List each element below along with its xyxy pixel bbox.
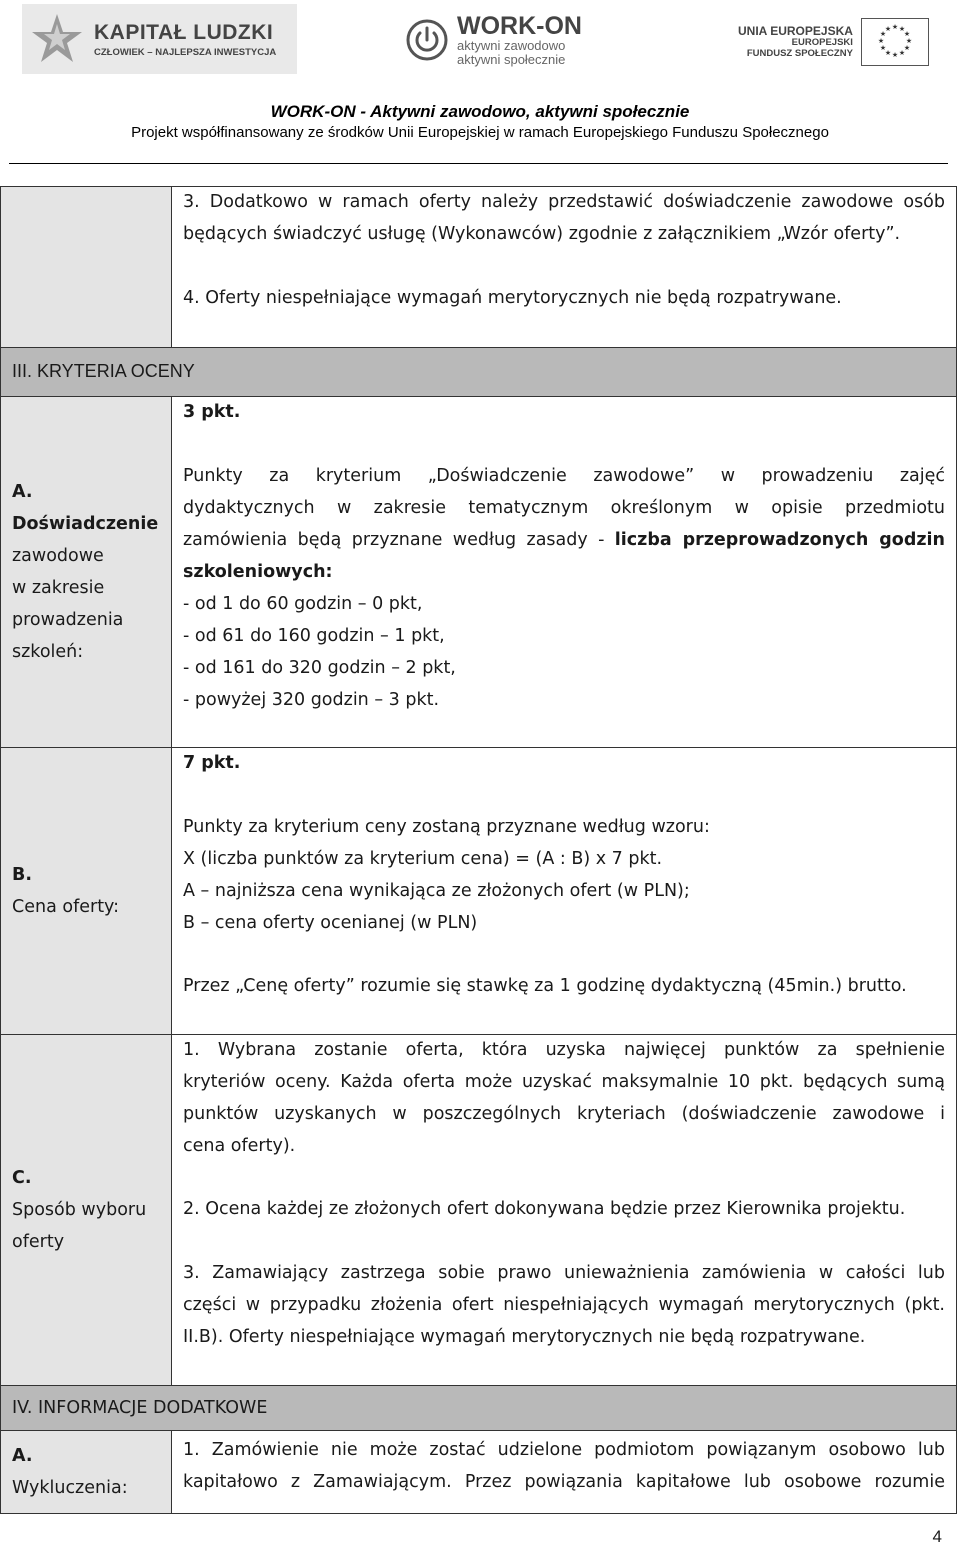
svg-text:★: ★ bbox=[884, 25, 892, 33]
header-logos bbox=[0, 0, 960, 90]
criterion-c-item3-line: II.B). Oferty niespełniające wymagań merytorycznych nie będą rozpatrywane. bbox=[183, 1327, 866, 1347]
svg-text:★: ★ bbox=[903, 44, 911, 52]
criterion-b-letter: B. bbox=[12, 865, 32, 885]
page-number: 4 bbox=[932, 1527, 942, 1546]
work-on-logo bbox=[405, 10, 582, 70]
exclusions-line: kapitałowo z Zamawiającym. Przez powiązania kapitałowe lub osobowe rozumie bbox=[183, 1472, 945, 1492]
power-icon bbox=[405, 18, 449, 62]
criterion-a-para-line-3 bbox=[183, 524, 945, 556]
criterion-c-label bbox=[12, 1162, 172, 1258]
eu-logo bbox=[738, 18, 929, 66]
criterion-a-label bbox=[12, 476, 172, 668]
svg-text:★: ★ bbox=[898, 25, 906, 33]
criterion-a-range: - od 1 do 60 godzin – 0 pkt, bbox=[183, 594, 423, 614]
criterion-b-label bbox=[12, 859, 172, 923]
criterion-a-points: 3 pkt. bbox=[183, 402, 241, 422]
criterion-a-label-line: prowadzenia bbox=[12, 610, 124, 630]
criterion-b-line: A – najniższa cena wynikająca ze złożonych ofert (w PLN); bbox=[183, 881, 690, 901]
criterion-a-rule-bold-cont: szkoleniowych: bbox=[183, 562, 333, 582]
criterion-c-item2: 2. Ocena każdej ze złożonych ofert dokonywana będzie przez Kierownika projektu. bbox=[183, 1199, 906, 1219]
svg-text:★: ★ bbox=[884, 49, 892, 57]
exclusions-line: 1. Zamówienie nie może zostać udzielone podmiotom powiązanym osobowo lub bbox=[183, 1440, 945, 1460]
criterion-b-line: B – cena oferty ocenianej (w PLN) bbox=[183, 913, 478, 933]
work-on-line2: aktywni społecznie bbox=[457, 52, 566, 68]
criterion-c-item3-line: 3. Zamawiający zastrzega sobie prawo unieważnienia zamówienia w całości lub bbox=[183, 1263, 945, 1283]
exclusions-label-text: Wykluczenia: bbox=[12, 1478, 128, 1498]
project-title: WORK-ON - Aktywni zawodowo, aktywni społecznie bbox=[270, 102, 690, 121]
exclusions-letter: A. bbox=[12, 1446, 33, 1466]
criterion-b-points: 7 pkt. bbox=[183, 753, 241, 773]
svg-text:★: ★ bbox=[877, 37, 885, 45]
svg-text:★: ★ bbox=[891, 51, 899, 59]
criterion-a-rule-text: zamówienia będą przyznane według zasady - bbox=[183, 530, 615, 550]
top-left-cell bbox=[0, 186, 172, 348]
svg-text:★: ★ bbox=[905, 37, 913, 45]
criterion-c-item1-line: cena oferty). bbox=[183, 1136, 296, 1156]
section-3-heading: III. KRYTERIA OCENY bbox=[12, 361, 195, 381]
kapital-ludzki-logo bbox=[22, 4, 297, 74]
criterion-a-label-line: w zakresie bbox=[12, 578, 105, 598]
eu-line2: FUNDUSZ SPOŁECZNY bbox=[746, 48, 853, 59]
kapital-ludzki-mark-icon bbox=[28, 10, 86, 68]
criterion-a-range: - od 161 do 320 godzin – 2 pkt, bbox=[183, 658, 456, 678]
criterion-a-rule-bold: liczba przeprowadzonych godzin bbox=[614, 530, 945, 550]
criterion-a-label-line: Doświadczenie bbox=[12, 514, 159, 534]
criterion-c-label-line: oferty bbox=[12, 1232, 65, 1252]
criterion-c-item1-line: kryteriów oceny. Każda oferta może uzyskać maksymalnie 10 pkt. będących sumą bbox=[183, 1072, 945, 1092]
criterion-a-para-line: dydaktycznych w zakresie tematycznym określonym w opisie przedmiotu bbox=[183, 498, 945, 518]
criterion-c-item1-line: 1. Wybrana zostanie oferta, która uzyska najwięcej punktów za spełnienie bbox=[183, 1040, 945, 1060]
criterion-c-letter: C. bbox=[12, 1168, 32, 1188]
criterion-b-note: Przez „Cenę oferty” rozumie się stawkę za 1 godzinę dydaktyczną (45min.) brutto. bbox=[183, 976, 907, 996]
work-on-title: WORK-ON bbox=[457, 12, 582, 41]
criterion-c-item1-line: punktów uzyskanych w poszczególnych kryteriach (doświadczenie zawodowe i bbox=[183, 1104, 945, 1124]
criterion-a-label-line: szkoleń: bbox=[12, 642, 84, 662]
svg-text:★: ★ bbox=[891, 23, 899, 31]
offer-item-4: 4. Oferty niespełniające wymagań merytorycznych nie będą rozpatrywane. bbox=[183, 288, 842, 308]
exclusions-label bbox=[12, 1440, 172, 1504]
criterion-b-label-text: Cena oferty: bbox=[12, 897, 120, 917]
kapital-ludzki-subtitle: CZŁOWIEK – NAJLEPSZA INWESTYCJA bbox=[94, 46, 277, 58]
criterion-a-para-line: Punkty za kryterium „Doświadczenie zawodowe” w prowadzeniu zajęć bbox=[183, 466, 945, 486]
kapital-ludzki-title: KAPITAŁ LUDZKI bbox=[94, 20, 274, 44]
criterion-a-letter: A. bbox=[12, 482, 33, 502]
criterion-c-item3-line: części w przypadku złożenia ofert niespełniających wymagań merytorycznych (pkt. bbox=[183, 1295, 945, 1315]
offer-item-3: 3. Dodatkowo w ramach oferty należy przedstawić doświadczenie zawodowe osób będących świadczyć usługę (Wykonawców) zgodnie z załącznikiem „Wzór oferty”. bbox=[183, 192, 945, 244]
criterion-a-label-line: zawodowe bbox=[12, 546, 104, 566]
svg-text:★: ★ bbox=[898, 49, 906, 57]
section-4-heading: IV. INFORMACJE DODATKOWE bbox=[12, 1398, 268, 1418]
svg-text:★: ★ bbox=[879, 30, 887, 38]
eu-flag-icon bbox=[861, 18, 929, 66]
project-subtitle: Projekt współfinansowany ze środków Unii Europejskiej w ramach Europejskiego Funduszu Społecznego bbox=[131, 124, 829, 141]
criterion-c-label-line: Sposób wyboru bbox=[12, 1200, 147, 1220]
work-on-line1: aktywni zawodowo bbox=[457, 38, 566, 54]
criterion-a-range: - powyżej 320 godzin – 3 pkt. bbox=[183, 690, 440, 710]
criterion-b-line: Punkty za kryterium ceny zostaną przyznane według wzoru: bbox=[183, 817, 710, 837]
criterion-b-line: X (liczba punktów za kryterium cena) = (A : B) x 7 pkt. bbox=[183, 849, 663, 869]
criterion-a-range: - od 61 do 160 godzin – 1 pkt, bbox=[183, 626, 445, 646]
svg-text:★: ★ bbox=[879, 44, 887, 52]
svg-text:★: ★ bbox=[903, 30, 911, 38]
header-divider bbox=[9, 163, 948, 164]
eu-title: UNIA EUROPEJSKA bbox=[738, 24, 853, 39]
eu-line1: EUROPEJSKI bbox=[791, 37, 853, 49]
